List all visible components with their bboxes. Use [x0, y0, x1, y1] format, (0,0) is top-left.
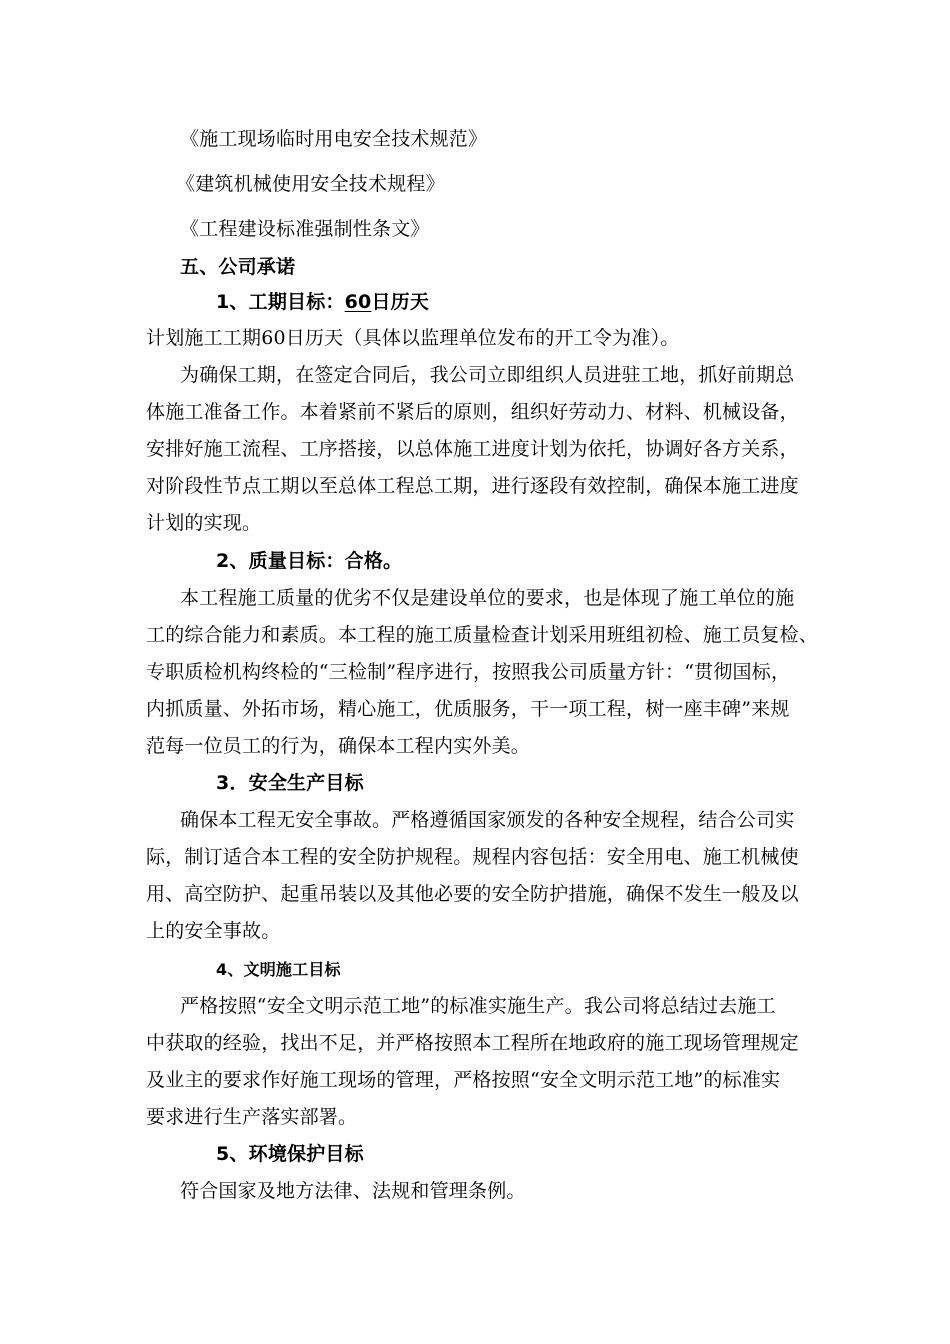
- section-heading-company-commitment: 五、公司承诺: [180, 256, 296, 278]
- goal-heading-environmental-protection: 5、环境保护目标: [216, 1143, 364, 1165]
- schedule-paragraph-line: 计划的实现。: [146, 512, 262, 534]
- quality-paragraph-line: 内抓质量、外拓市场，精心施工，优质服务，干一项工程，树一座丰碑”来规: [146, 698, 790, 720]
- safety-paragraph-line: 确保本工程无安全事故。严格遵循国家颁发的各种安全规程，结合公司实: [180, 809, 795, 831]
- civilized-paragraph-line: 要求进行生产落实部署。: [146, 1106, 358, 1128]
- schedule-plan-paragraph: 计划施工工期60日历天（具体以监理单位发布的开工令为准）。: [146, 327, 680, 349]
- safety-paragraph-line: 上的安全事故。: [146, 920, 281, 942]
- goal-heading-schedule-value: 60: [344, 291, 372, 313]
- schedule-paragraph-line: 对阶段性节点工期以至总体工程总工期，进行逐段有效控制，确保本施工进度: [146, 475, 799, 497]
- goal-heading-safety: 3．安全生产目标: [216, 772, 364, 794]
- goal-heading-schedule-prefix: 1、工期目标：: [216, 291, 345, 313]
- schedule-paragraph-line: 安排好施工流程、工序搭接，以总体施工进度计划为依托，协调好各方关系，: [146, 438, 799, 460]
- safety-paragraph-line: 际，制订适合本工程的安全防护规程。规程内容包括：安全用电、施工机械使: [146, 846, 799, 868]
- civilized-paragraph-line: 中获取的经验，找出不足，并严格按照本工程所在地政府的施工现场管理规定: [146, 1032, 799, 1054]
- reference-mandatory-provisions: 《工程建设标准强制性条文》: [180, 218, 430, 240]
- quality-paragraph-line: 范每一位员工的行为，确保本工程内实外美。: [146, 735, 531, 757]
- civilized-paragraph-line: 及业主的要求作好施工现场的管理，严格按照“安全文明示范工地”的标准实: [146, 1069, 781, 1091]
- goal-heading-schedule-suffix: 日历天: [371, 291, 430, 313]
- civilized-paragraph-line: 严格按照“安全文明示范工地”的标准实施生产。我公司将总结过去施工: [180, 995, 776, 1017]
- goal-heading-quality: 2、质量目标：合格。: [216, 550, 403, 572]
- goal-heading-schedule: [216, 290, 886, 314]
- reference-machinery-safety: 《建筑机械使用安全技术规程》: [176, 173, 445, 195]
- quality-paragraph-line: 本工程施工质量的优劣不仅是建设单位的要求，也是体现了施工单位的施: [180, 587, 795, 609]
- safety-paragraph-line: 用、高空防护、起重吊装以及其他必要的安全防护措施，确保不发生一般及以: [146, 883, 799, 905]
- schedule-paragraph-line: 体施工准备工作。本着紧前不紧后的原则，组织好劳动力、材料、机械设备，: [146, 401, 799, 423]
- goal-heading-civilized-construction: 4、文明施工目标: [216, 960, 341, 979]
- quality-paragraph-line: 专职质检机构终检的“三检制”程序进行，按照我公司质量方针：“贯彻国标，: [146, 661, 791, 683]
- schedule-paragraph-line: 为确保工期，在签定合同后，我公司立即组织人员进驻工地，抓好前期总: [180, 364, 795, 386]
- reference-electric-safety: 《施工现场临时用电安全技术规范》: [180, 128, 488, 150]
- quality-paragraph-line: 工的综合能力和素质。本工程的施工质量检查计划采用班组初检、施工员复检、: [146, 624, 819, 646]
- environmental-paragraph: 符合国家及地方法律、法规和管理条例。: [180, 1180, 526, 1202]
